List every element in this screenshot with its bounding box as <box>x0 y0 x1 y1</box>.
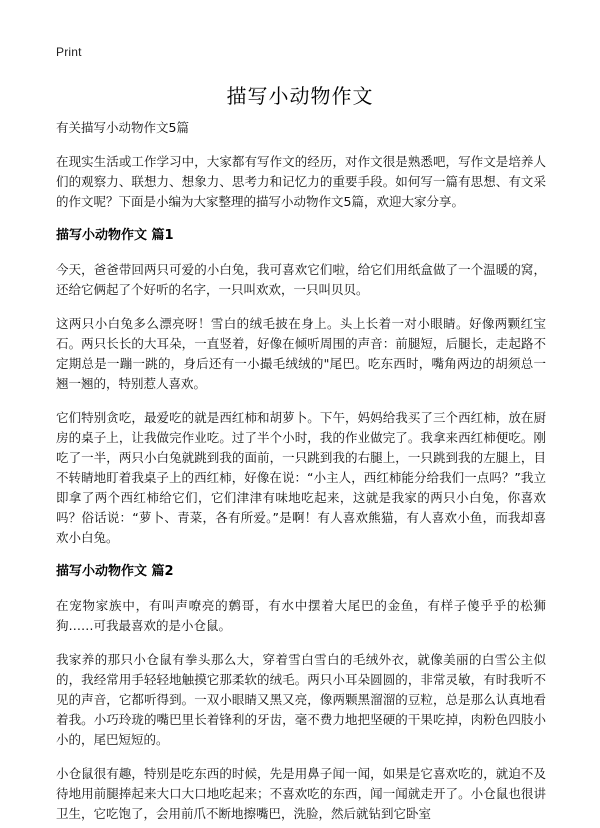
body-paragraph: 它们特别贪吃，最爱吃的就是西红柿和胡萝卜。下午，妈妈给我买了三个西红柿，放在厨房的桌子上，让我做完作业吃。过了半个小时，我的作业做完了。我拿来西红柿便吃。刚吃了一半，两只小白兔就跳到我的面前，一只跳到我的右腿上，一只跳到我的左腿上，目不转睛地盯着我桌子上的西红柿，好像在说：“小主人，西红柿能分给我们一点吗？”我立即拿了两个西红柿给它们，它们津津有味地吃起来，这就是我家的两只小白兔，你喜欢吗？俗话说：“萝卜、青菜，各有所爱。”是啊！有人喜欢熊猫，有人喜欢小鱼，而我却喜欢小白兔。 <box>56 410 546 545</box>
section-heading: 描写小动物作文 篇1 <box>56 228 174 243</box>
print-label: Print <box>56 45 82 59</box>
intro-paragraph: 在现实生活或工作学习中，大家都有写作文的经历，对作文很是熟悉吧，写作文是培养人们的观察力、联想力、想象力、思考力和记忆力的重要手段。如何写一篇有思想、有文采的作文呢？下面是小编为大家整理的描写小动物作文5篇，欢迎大家分享。 <box>56 154 546 209</box>
body-paragraph: 我家养的那只小仓鼠有拳头那么大，穿着雪白雪白的毛绒外衣，就像美丽的白雪公主似的，我经常用手轻轻地触摸它那柔软的绒毛。两只小耳朵圆圆的，非常灵敏，有时我听不见的声音，它都听得到。一双小眼睛又黑又亮，像两颗黑溜溜的豆粒，总是那么认真地看着我。小巧玲珑的嘴巴里长着锋利的牙齿，毫不费力地把坚硬的干果吃掉，肉粉色四肢小小的，尾巴短短的。 <box>56 652 546 747</box>
body-paragraph: 在宠物家族中，有叫声嘹亮的鹩哥，有水中摆着大尾巴的金鱼，有样子傻乎乎的松狮狗……可我最喜欢的是小仓鼠。 <box>56 598 546 633</box>
section-heading: 描写小动物作文 篇2 <box>56 564 174 579</box>
body-paragraph: 小仓鼠很有趣，特别是吃东西的时候，先是用鼻子闻一闻，如果是它喜欢吃的，就迫不及待地用前腿捧起来大口大口地吃起来；不喜欢吃的东西，闻一闻就走开了。小仓鼠也很讲卫生，它吃饱了，会用前爪不断地擦嘴巴，洗脸，然后就钻到它卧室 <box>56 766 546 821</box>
document-title: 描写小动物作文 <box>226 84 374 108</box>
body-paragraph: 今天，爸爸带回两只可爱的小白兔，我可喜欢它们啦，给它们用纸盒做了一个温暖的窝，还给它俩起了个好听的名字，一只叫欢欢，一只叫贝贝。 <box>56 262 546 297</box>
document-body <box>56 118 546 828</box>
body-paragraph: 这两只小白兔多么漂亮呀！雪白的绒毛披在身上。头上长着一对小眼睛。好像两颗红宝石。两只长长的大耳朵，一直竖着，好像在倾听周围的声音：前腿短，后腿长，走起路不定期总是一蹦一跳的，身后还有一小撮毛绒绒的"尾巴。吃东西时，嘴角两边的胡须总一翘一翘的，特别惹人喜欢。 <box>56 316 546 391</box>
document-subtitle: 有关描写小动物作文5篇 <box>56 120 189 135</box>
